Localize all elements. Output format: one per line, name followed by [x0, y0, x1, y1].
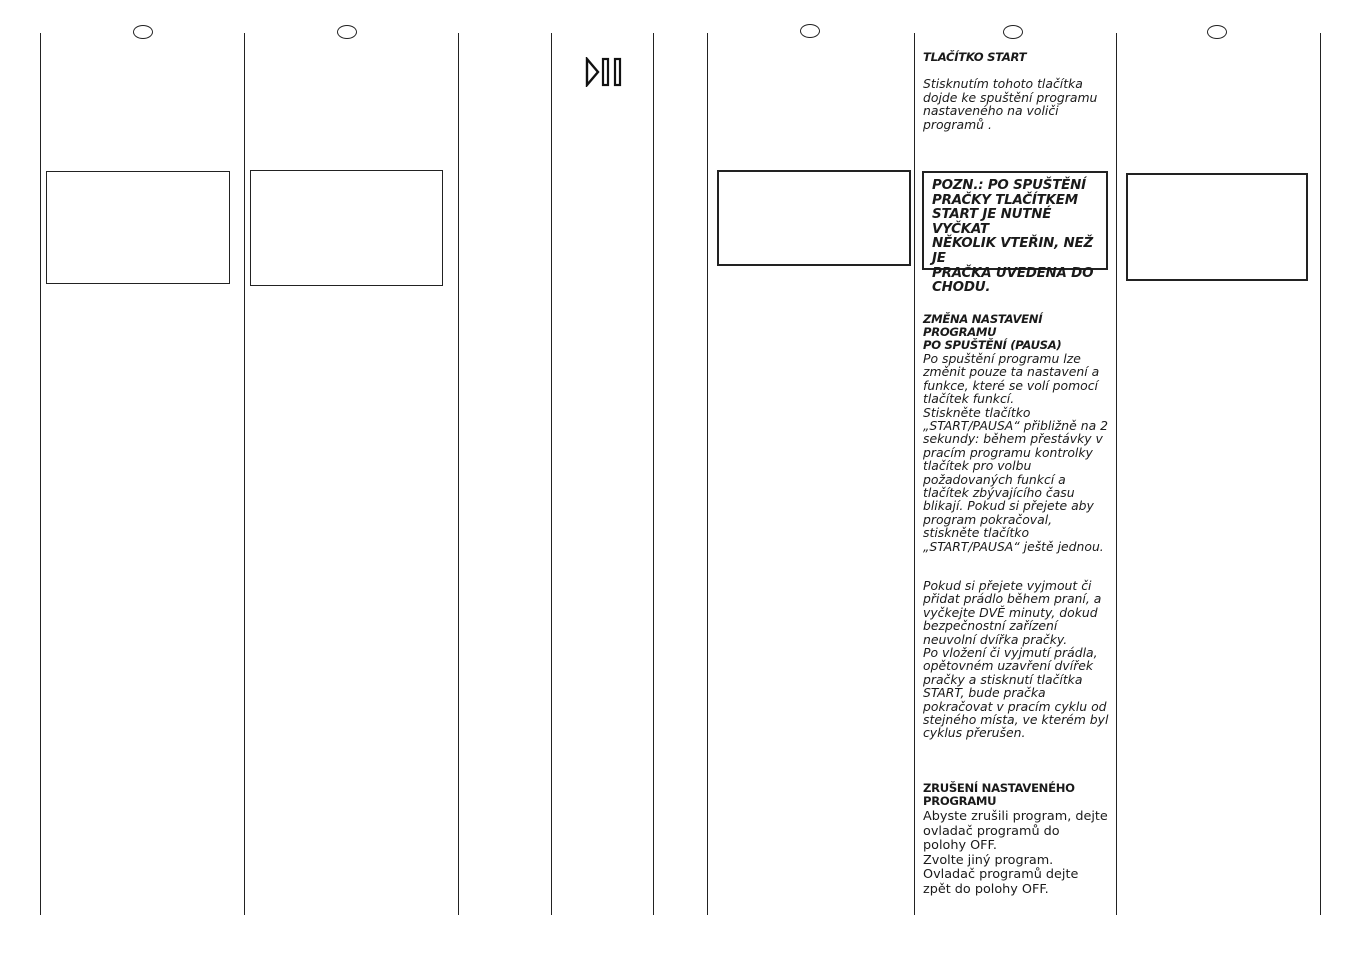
empty-note-box: [717, 170, 911, 266]
language-marker-circle: [1207, 25, 1227, 39]
text-line: stiskněte tlačítko: [923, 525, 1030, 541]
start-section: [923, 51, 1113, 131]
language-marker-circle: [133, 25, 153, 39]
language-marker-circle: [1003, 25, 1023, 39]
text-line: Stiskněte tlačítko: [923, 404, 1031, 420]
text-line: pracím programu kontrolky: [923, 444, 1093, 460]
text-line: požadovaných funkcí a: [923, 471, 1066, 487]
text-line: Abyste zrušili program, dejte: [923, 809, 1108, 824]
text-line: blikají. Pokud si přejete aby: [923, 498, 1094, 514]
text-line: vyčkejte DVĚ minuty, dokud: [923, 604, 1098, 620]
text-line: stejného místa, ve kterém byl: [923, 712, 1109, 728]
column-divider: [244, 33, 245, 915]
column-divider: [551, 33, 552, 915]
title-line: ZMĚNA NASTAVENÍ PROGRAMU: [923, 312, 1043, 339]
start-title: TLAČÍTKO START: [923, 50, 1027, 64]
text-line: funkce, které se volí pomocí: [923, 377, 1098, 393]
text-line: ovladač programů do: [923, 823, 1060, 839]
column-divider: [1320, 33, 1321, 915]
text-line: tlačítek funkcí.: [923, 391, 1015, 407]
title-line: ZRUŠENÍ NASTAVENÉHO: [923, 781, 1075, 795]
text-line: cyklus přerušen.: [923, 725, 1026, 741]
text-line: tlačítek zbývajícího času: [923, 485, 1075, 501]
column-divider: [458, 33, 459, 915]
text-line: Po spuštění programu lze: [923, 351, 1081, 366]
empty-note-box: [1126, 173, 1308, 281]
text-line: zpět do polohy OFF.: [923, 881, 1049, 897]
cancel-section: [923, 782, 1113, 897]
title-line: PROGRAMU: [923, 794, 997, 808]
empty-note-box: [250, 170, 443, 286]
text-line: sekundy: během přestávky v: [923, 431, 1103, 447]
note-line: POZN.: PO SPUŠTĚNÍ: [932, 178, 1086, 193]
text-line: přidat prádlo během praní, a: [923, 591, 1102, 607]
note-line: START JE NUTNÉ VYČKAT: [932, 207, 1052, 237]
text-line: dojde ke spuštění programu: [923, 89, 1098, 105]
text-line: Pokud si přejete vyjmout či: [923, 578, 1092, 593]
text-line: Stisknutím tohoto tlačítka: [923, 76, 1083, 92]
title-line: PO SPUŠTĚNÍ (PAUSA): [923, 338, 1062, 352]
cancel-text: [923, 810, 1113, 897]
column-divider: [1116, 33, 1117, 915]
text-line: nastaveného na voliči: [923, 103, 1059, 119]
text-line: změnit pouze ta nastavení a: [923, 364, 1100, 380]
laundry-section: [923, 579, 1113, 740]
text-line: program pokračoval,: [923, 511, 1053, 527]
text-line: tlačítek pro volbu: [923, 458, 1032, 474]
column-divider: [653, 33, 654, 915]
text-line: opětovném uzavření dvířek: [923, 658, 1094, 674]
column-divider: [40, 33, 41, 915]
cancel-title: [923, 782, 1113, 808]
start-text: [923, 77, 1113, 131]
text-line: polohy OFF.: [923, 838, 997, 853]
text-line: pračky a stisknutí tlačítka: [923, 671, 1083, 687]
text-line: START, bude pračka: [923, 685, 1046, 701]
empty-note-box: [46, 171, 230, 284]
text-line: neuvolní dvířka pračky.: [923, 631, 1068, 647]
pause-text: [923, 352, 1113, 553]
note-line: PRAČKY TLAČÍTKEM: [932, 192, 1078, 208]
pause-section: [923, 313, 1113, 553]
language-marker-circle: [800, 24, 820, 38]
text-line: „START/PAUSA“ ještě jednou.: [923, 538, 1104, 554]
note-line: PRAČKA UVEDENA DO: [932, 265, 1094, 281]
text-line: bezpečnostní zařízení: [923, 618, 1058, 634]
text-line: Zvolte jiný program.: [923, 852, 1054, 868]
language-marker-circle: [337, 25, 357, 39]
pause-title: [923, 313, 1113, 352]
note-line: NĚKOLIK VTEŘIN, NEŽ JE: [932, 236, 1093, 266]
text-line: Ovladač programů dejte: [923, 867, 1079, 882]
column-divider: [914, 33, 915, 915]
text-line: Po vložení či vyjmutí prádla,: [923, 645, 1098, 661]
text-line: pokračovat v pracím cyklu od: [923, 698, 1107, 714]
text-line: „START/PAUSA“ přibližně na 2: [923, 418, 1108, 434]
column-divider: [707, 33, 708, 915]
text-line: programů .: [923, 116, 992, 132]
note-line: CHODU.: [932, 280, 991, 296]
start-note-box: [922, 171, 1108, 296]
play-pause-icon: [585, 57, 625, 87]
